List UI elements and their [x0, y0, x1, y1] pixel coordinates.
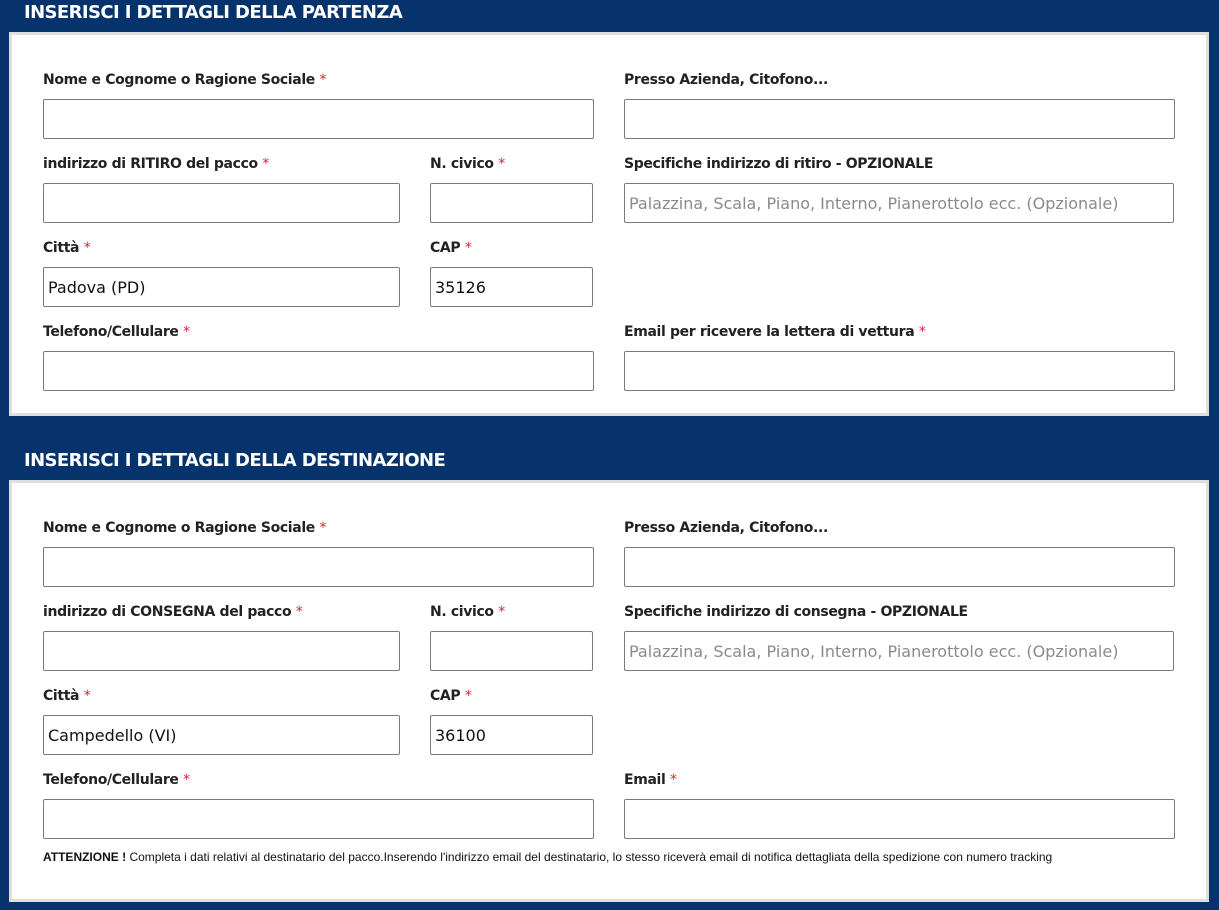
departure-cap-input[interactable]: [430, 267, 593, 307]
destination-company-input[interactable]: [624, 547, 1175, 587]
destination-cap-label: CAP *: [430, 688, 472, 704]
required-marker: *: [83, 688, 91, 704]
departure-address-field: [43, 155, 400, 223]
destination-section-title: INSERISCI I DETTAGLI DELLA DESTINAZIONE: [24, 450, 446, 471]
destination-city-label: Città *: [43, 688, 91, 704]
destination-address-label: indirizzo di CONSEGNA del pacco *: [43, 604, 303, 620]
destination-company-label: Presso Azienda, Citofono...: [624, 520, 828, 536]
destination-cap-input[interactable]: [430, 715, 593, 755]
departure-city-field: [43, 239, 400, 307]
departure-form-panel: [9, 32, 1209, 416]
required-marker: *: [83, 240, 91, 256]
destination-civic-input[interactable]: [430, 631, 593, 671]
departure-name-label: Nome e Cognome o Ragione Sociale *: [43, 72, 327, 88]
destination-city-field: [43, 687, 400, 755]
destination-civic-label: N. civico *: [430, 604, 505, 620]
required-marker: *: [295, 604, 303, 620]
departure-civic-label: N. civico *: [430, 156, 505, 172]
destination-address-details-input[interactable]: [624, 631, 1174, 671]
destination-address-field: [43, 603, 400, 671]
destination-address-details-label: Specifiche indirizzo di consegna - OPZIONALE: [624, 604, 968, 620]
required-marker: *: [918, 324, 926, 340]
destination-phone-label: Telefono/Cellulare *: [43, 772, 190, 788]
attention-notice-prefix: ATTENZIONE !: [43, 850, 127, 864]
destination-name-input[interactable]: [43, 547, 594, 587]
departure-address-details-field: [624, 155, 1174, 223]
departure-address-label: indirizzo di RITIRO del pacco *: [43, 156, 269, 172]
departure-phone-input[interactable]: [43, 351, 594, 391]
required-marker: *: [464, 240, 472, 256]
departure-address-input[interactable]: [43, 183, 400, 223]
departure-name-field: [43, 71, 594, 139]
required-marker: *: [498, 156, 505, 172]
departure-address-details-input[interactable]: [624, 183, 1174, 223]
departure-company-field: [624, 71, 1175, 139]
required-marker: *: [319, 72, 327, 88]
destination-email-input[interactable]: [624, 799, 1175, 839]
destination-form-panel: [9, 480, 1209, 902]
required-marker: *: [498, 604, 505, 620]
departure-city-label: Città *: [43, 240, 91, 256]
departure-section-title: INSERISCI I DETTAGLI DELLA PARTENZA: [24, 2, 403, 23]
departure-company-label: Presso Azienda, Citofono...: [624, 72, 828, 88]
destination-email-label: Email *: [624, 772, 677, 788]
required-marker: *: [669, 772, 677, 788]
destination-name-field: [43, 519, 594, 587]
attention-notice: [43, 850, 1052, 864]
departure-phone-label: Telefono/Cellulare *: [43, 324, 190, 340]
departure-phone-field: [43, 323, 594, 391]
departure-city-input[interactable]: [43, 267, 400, 307]
destination-company-field: [624, 519, 1175, 587]
required-marker: *: [262, 156, 269, 172]
departure-civic-field: [430, 155, 593, 223]
departure-email-label: Email per ricevere la lettera di vettura *: [624, 324, 926, 340]
destination-city-input[interactable]: [43, 715, 400, 755]
departure-company-input[interactable]: [624, 99, 1175, 139]
required-marker: *: [319, 520, 327, 536]
destination-cap-field: [430, 687, 593, 755]
departure-email-input[interactable]: [624, 351, 1175, 391]
destination-phone-input[interactable]: [43, 799, 594, 839]
departure-civic-input[interactable]: [430, 183, 593, 223]
attention-notice-text: Completa i dati relativi al destinatario del pacco.Inserendo l'indirizzo email del destinatario, lo stesso riceverà email di notifica dettagliata della spedizione con numero tracking: [129, 850, 1053, 864]
departure-cap-field: [430, 239, 593, 307]
departure-address-details-label: Specifiche indirizzo di ritiro - OPZIONALE: [624, 156, 934, 172]
departure-email-field: [624, 323, 1175, 391]
required-marker: *: [183, 772, 190, 788]
destination-address-input[interactable]: [43, 631, 400, 671]
destination-phone-field: [43, 771, 594, 839]
required-marker: *: [183, 324, 190, 340]
departure-cap-label: CAP *: [430, 240, 472, 256]
required-marker: *: [464, 688, 472, 704]
destination-name-label: Nome e Cognome o Ragione Sociale *: [43, 520, 327, 536]
destination-civic-field: [430, 603, 593, 671]
destination-address-details-field: [624, 603, 1174, 671]
destination-email-field: [624, 771, 1175, 839]
departure-name-input[interactable]: [43, 99, 594, 139]
